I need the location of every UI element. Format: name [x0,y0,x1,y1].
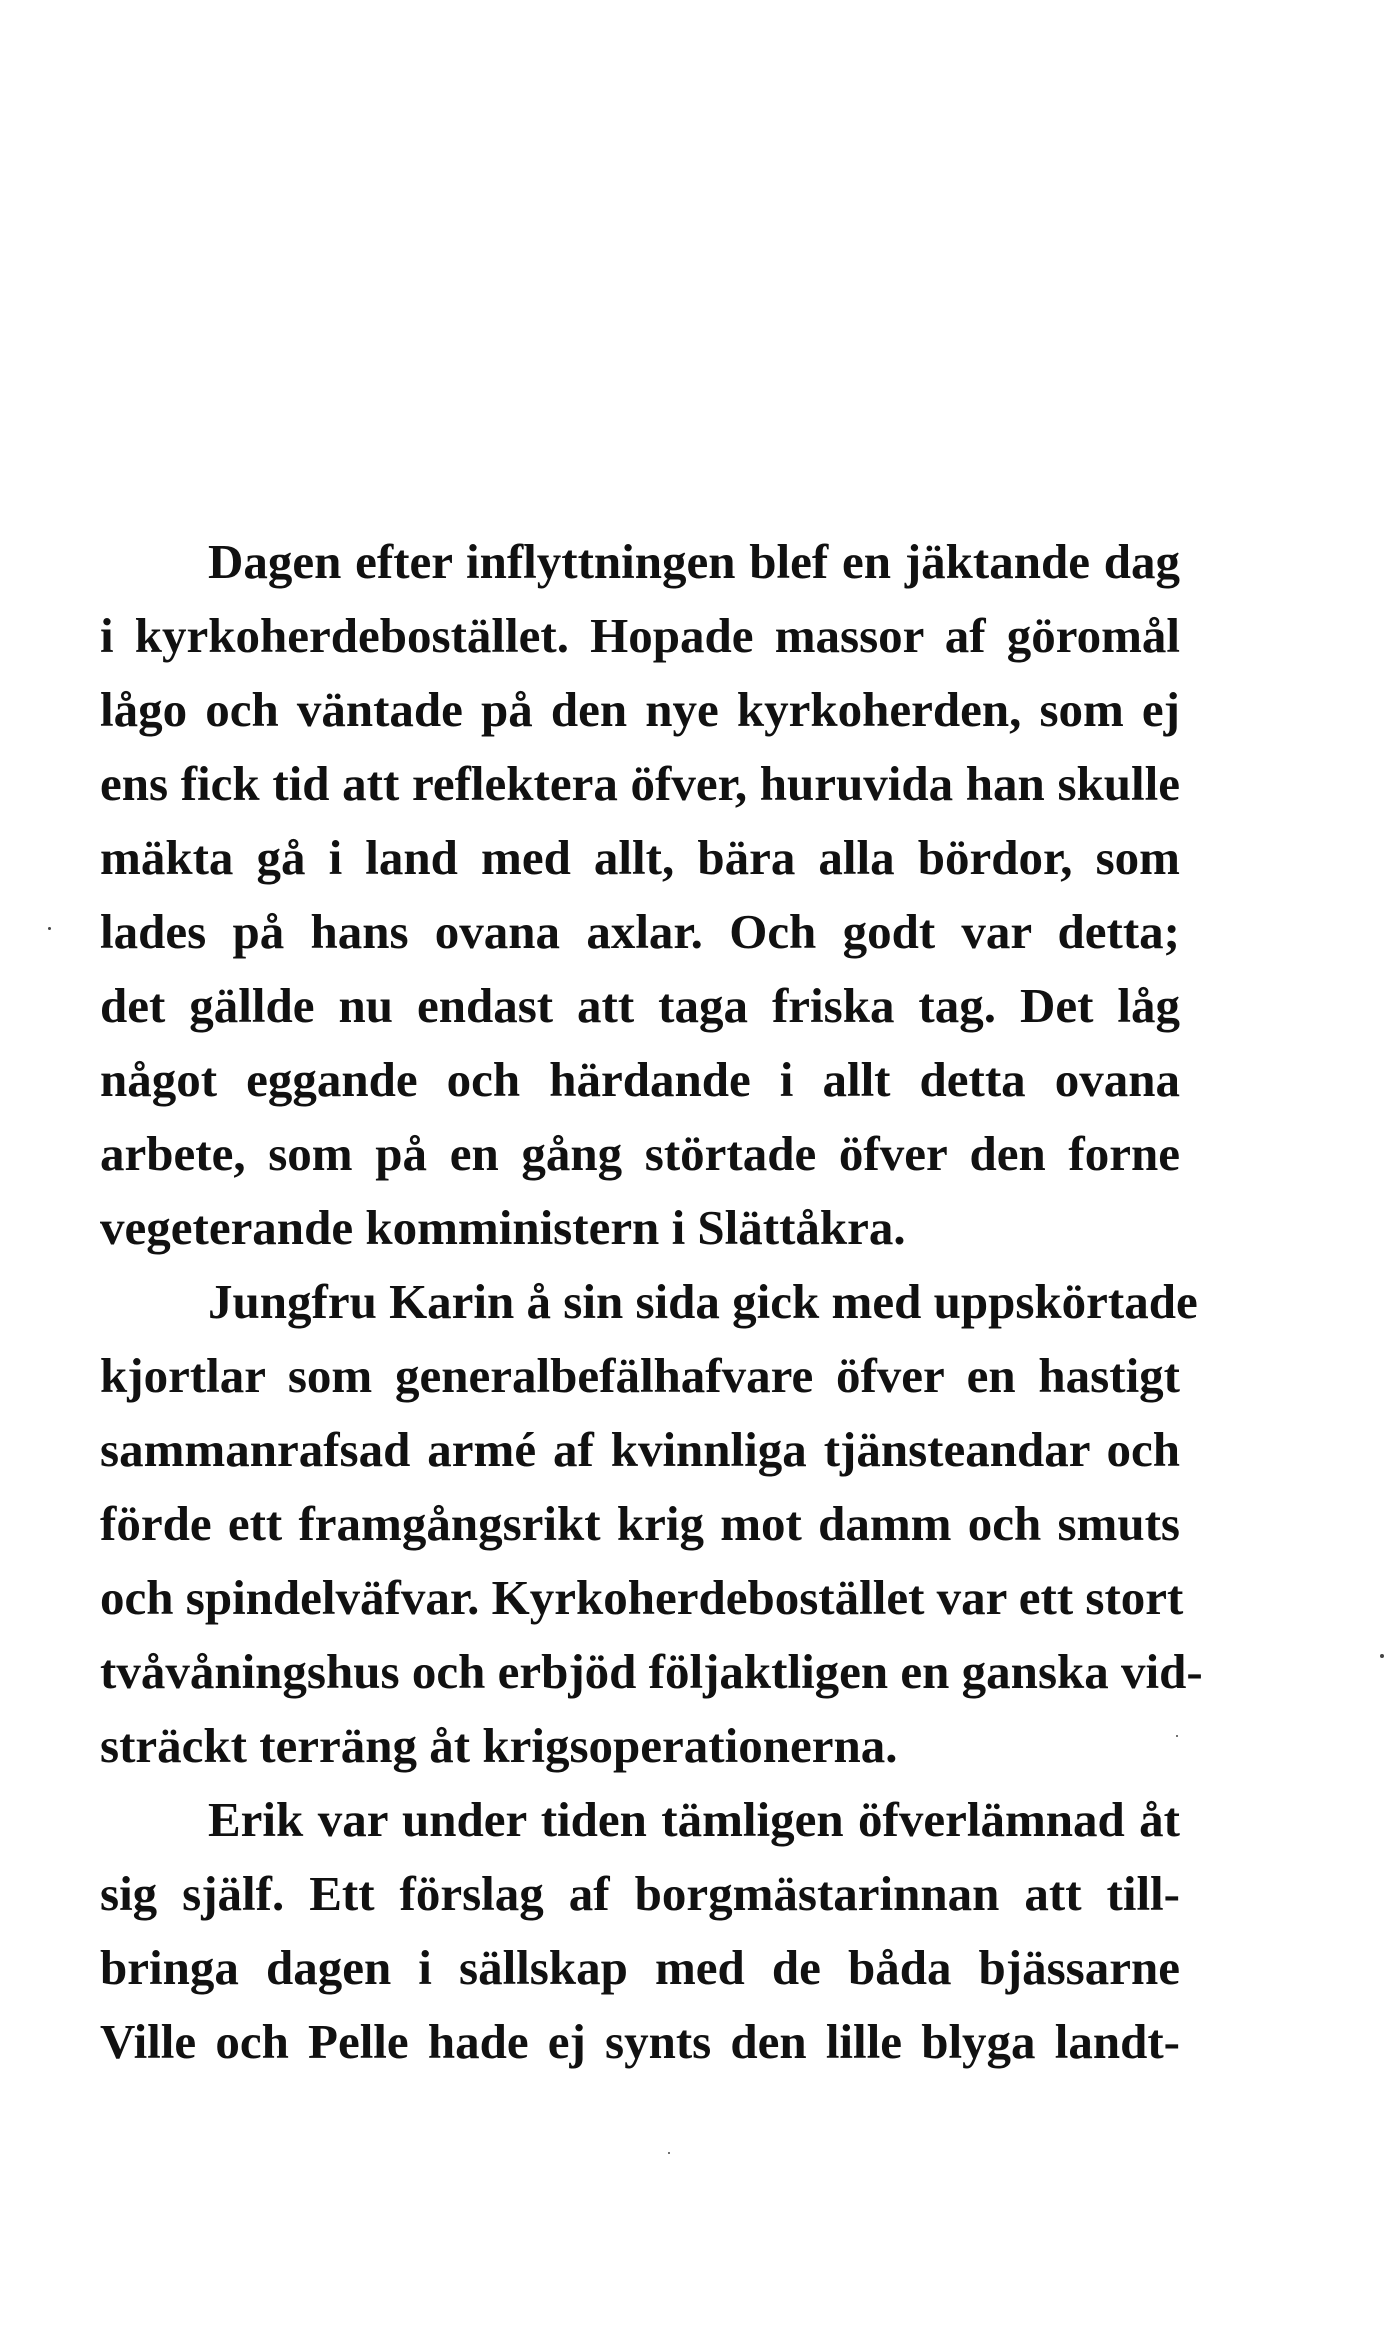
paragraph-2 [100,1265,1203,1783]
paper-speck [1176,1735,1178,1737]
text-line: sträckt terräng åt krigsoperationerna. [100,1718,898,1773]
text-line: förde ett framgångsrikt krig mot damm och smuts [100,1496,1180,1551]
text-line: det gällde nu endast att taga friska tag. Det låg [100,978,1180,1033]
text-line: sig själf. Ett förslag af borgmästarinnan att till- [100,1866,1180,1921]
text-line: Ville och Pelle hade ej synts den lille blyga landt- [100,2014,1180,2069]
text-line: kjortlar som generalbefälhafvare öfver en hastigt [100,1348,1180,1403]
paragraph-1 [100,525,1180,1265]
text-line: något eggande och härdande i allt detta ovana [100,1052,1180,1107]
text-line: sammanrafsad armé af kvinnliga tjänsteandar och [100,1422,1180,1477]
text-line: ens fick tid att reflektera öfver, huruvida han skulle [100,756,1180,811]
text-line: mäkta gå i land med allt, bära alla bördor, som [100,830,1180,885]
text-line: lågo och väntade på den nye kyrkoherden, som ej [100,682,1180,737]
text-line: lades på hans ovana axlar. Och godt var detta; [100,904,1180,959]
text-line: Erik var under tiden tämligen öfverlämnad åt [208,1792,1180,1847]
text-line: i kyrkoherdebostället. Hopade massor af göromål [100,608,1180,663]
text-line: Jungfru Karin å sin sida gick med uppskörtade [208,1274,1198,1329]
paper-speck [48,927,51,930]
paragraph-3 [100,1783,1180,2079]
paper-speck [1380,1654,1384,1658]
text-line: och spindelväfvar. Kyrkoherdebostället var ett stort [100,1570,1184,1625]
text-line: tvåvåningshus och erbjöd följaktligen en ganska vid- [100,1644,1203,1699]
text-line: arbete, som på en gång störtade öfver den forne [100,1126,1180,1181]
paper-speck [668,2152,670,2154]
body-text [100,525,1203,2079]
text-line: Dagen efter inflyttningen blef en jäktande dag [208,534,1180,589]
text-line: bringa dagen i sällskap med de båda bjässarne [100,1940,1180,1995]
text-line: vegeterande komministern i Slättåkra. [100,1200,906,1255]
